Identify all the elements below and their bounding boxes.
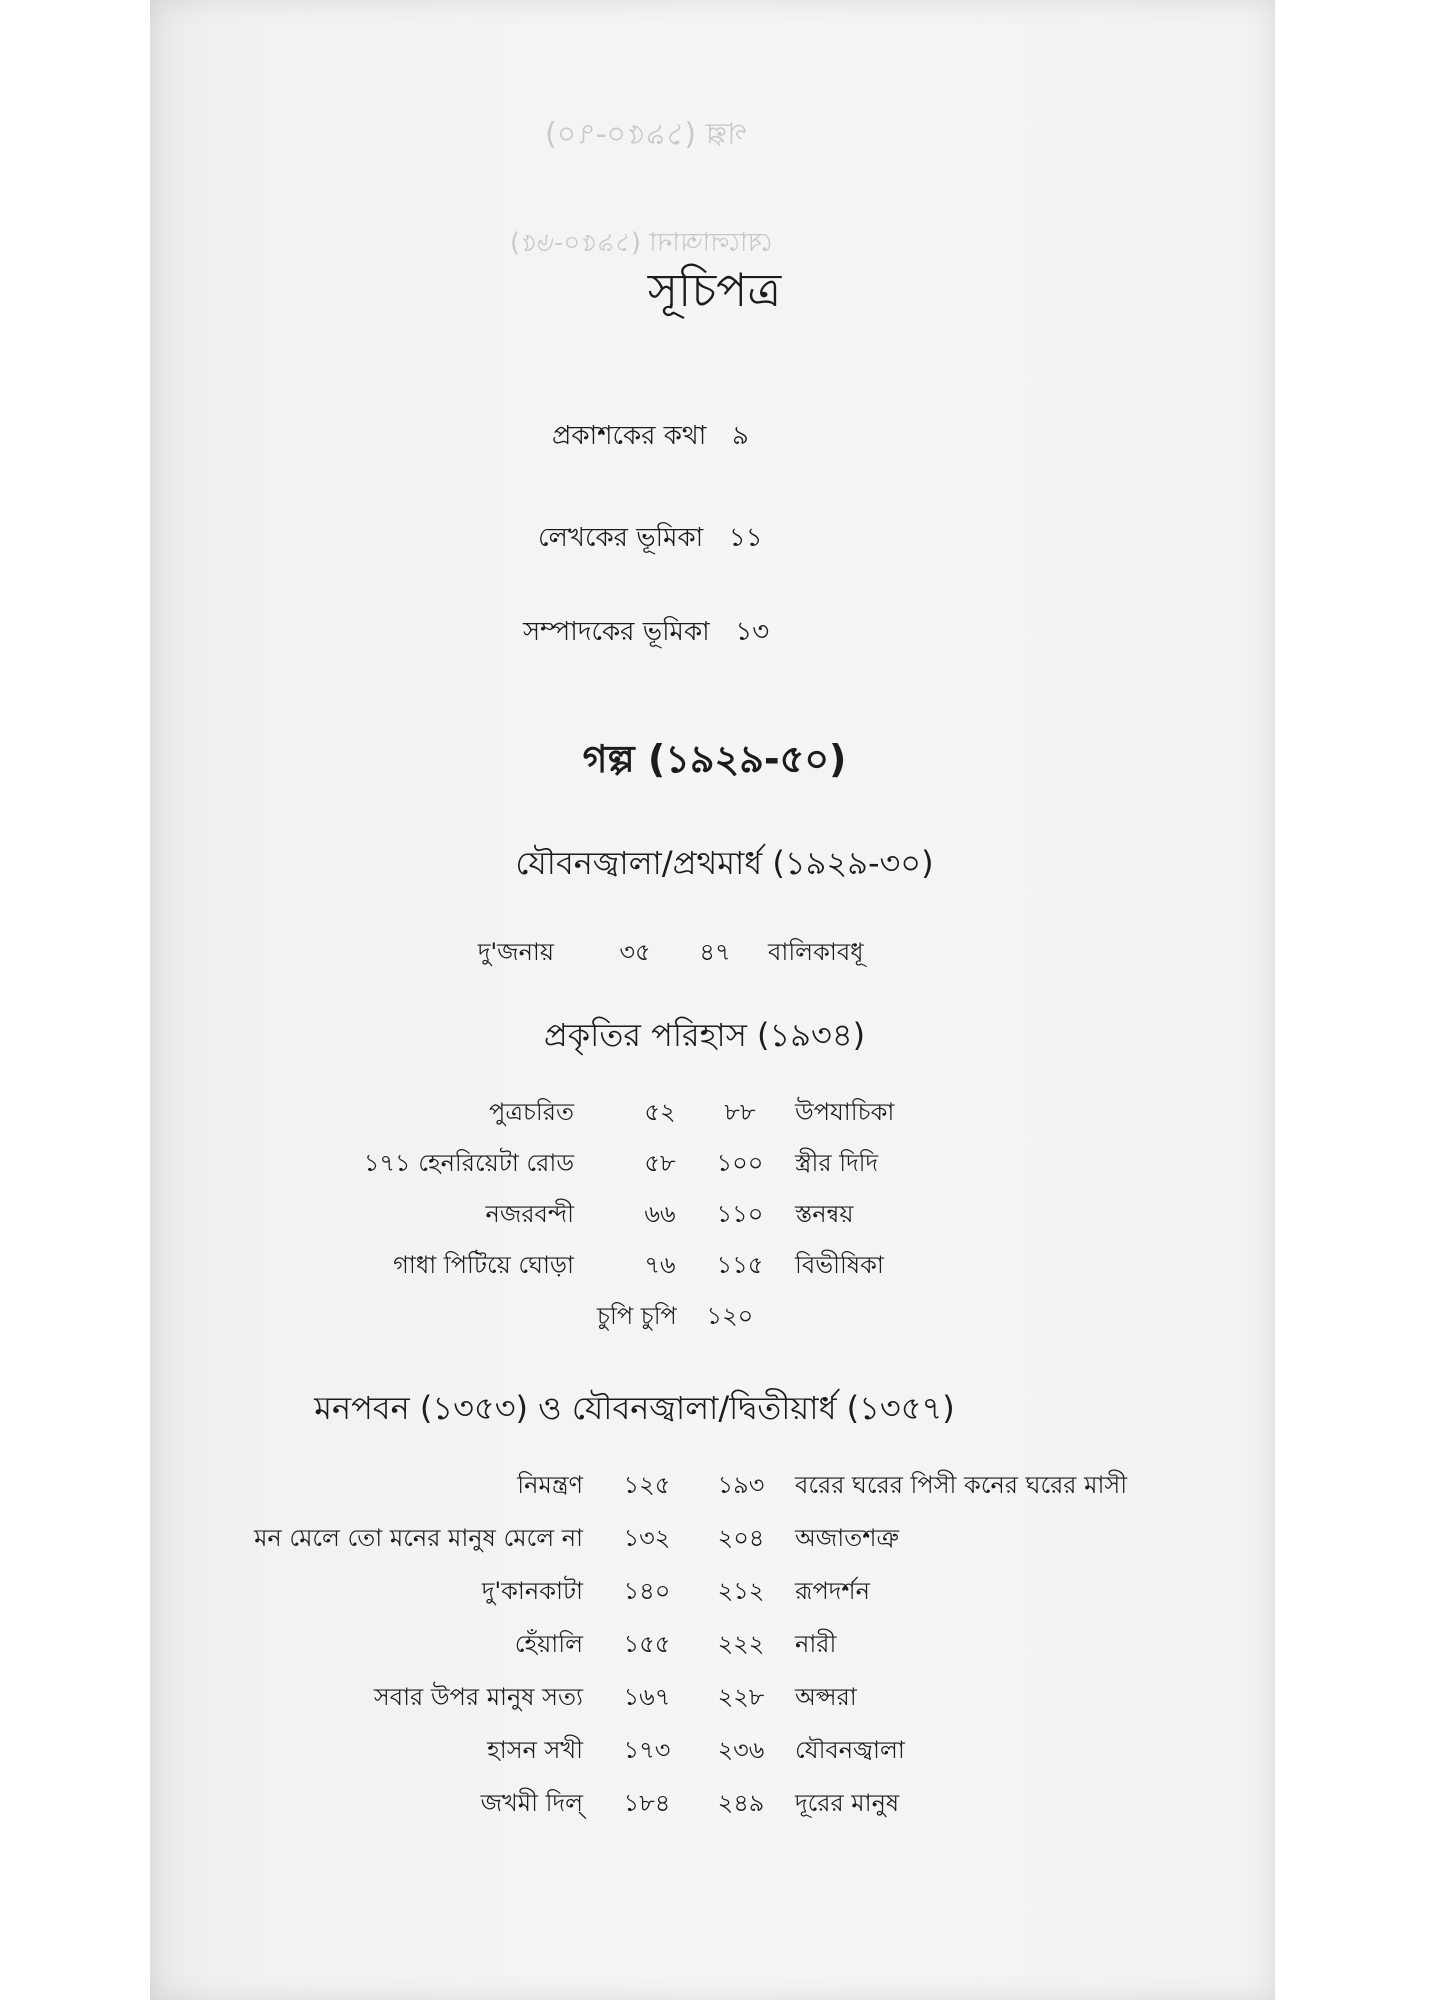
toc-row <box>0 1467 1429 1507</box>
page-number: ১০০ <box>716 1149 764 1177</box>
story-title: বরের ঘরের পিসী কনের ঘরের মাসী <box>795 1471 1128 1499</box>
story-title: সবার উপর মানুষ সত্য <box>373 1683 583 1711</box>
story-title: চুপি চুপি <box>597 1302 677 1330</box>
page-number: ১৬৭ <box>623 1683 671 1711</box>
story-title: উপযাচিকা <box>795 1098 895 1126</box>
page-title: সূচিপত্র <box>647 263 782 317</box>
story-title: যৌবনজ্বালা <box>795 1736 905 1764</box>
story-title: রূপদর্শন <box>795 1577 870 1605</box>
story-title: নিমন্ত্রণ <box>517 1471 583 1499</box>
front-matter-entry: সম্পাদকের ভূমিকা ১৩ <box>523 617 770 647</box>
toc-row <box>0 1679 1429 1719</box>
front-matter-entry: প্রকাশকের কথা ৯ <box>552 421 749 451</box>
page-number: ৬৬ <box>644 1200 676 1228</box>
toc-row <box>0 1247 1429 1287</box>
story-title: নারী <box>795 1630 837 1658</box>
page-number: ২২৮ <box>717 1683 765 1711</box>
toc-row <box>0 934 1429 974</box>
toc-row <box>0 1573 1429 1613</box>
group-heading: প্রকৃতির পরিহাস (১৯৩৪) <box>543 1016 866 1054</box>
toc-row <box>0 1094 1429 1134</box>
toc-row <box>597 1298 753 1338</box>
section-heading: গল্প (১৯২৯-৫০) <box>582 737 847 781</box>
story-title: দু'জনায় <box>477 938 554 966</box>
page-number: ১৮৪ <box>623 1789 671 1817</box>
story-title: বিভীষিকা <box>795 1251 884 1279</box>
page-number: ১১৫ <box>716 1251 764 1279</box>
page-number: ১১০ <box>716 1200 764 1228</box>
group-heading: মনপবন (১৩৫৩) ও যৌবনজ্বালা/দ্বিতীয়ার্ধ (১৩৫৭) <box>314 1389 955 1427</box>
page-number: ১৪০ <box>623 1577 671 1605</box>
toc-row <box>0 1785 1429 1825</box>
group-heading: যৌবনজ্বালা/প্রথমার্ধ (১৯২৯-৩০) <box>515 844 934 882</box>
story-title: হাসন সখী <box>487 1736 583 1764</box>
story-title: স্তনন্বয় <box>795 1200 854 1228</box>
show-through-text: গল্প (১৯৫০-৭০) <box>545 117 747 152</box>
story-title: মন মেলে তো মনের মানুষ মেলে না <box>254 1524 583 1552</box>
story-title: জখমী দিল্ <box>480 1789 583 1817</box>
page-number: ৩৫ <box>619 938 651 966</box>
story-title: বালিকাবধূ <box>768 938 864 966</box>
toc-row <box>0 1145 1429 1185</box>
page-number: ১৭৩ <box>623 1736 671 1764</box>
toc-row <box>0 1196 1429 1236</box>
page-number: ১২৫ <box>623 1471 671 1499</box>
page-number: ২০৪ <box>717 1524 765 1552</box>
page-number: ৮৮ <box>724 1098 756 1126</box>
page-number: ২৪৯ <box>717 1789 765 1817</box>
page-number: ২২২ <box>717 1630 765 1658</box>
toc-row <box>0 1732 1429 1772</box>
story-title: অপ্সরা <box>795 1683 857 1711</box>
front-matter-entry: লেখকের ভূমিকা ১১ <box>538 523 763 553</box>
page-number: ২৩৬ <box>717 1736 765 1764</box>
story-title: অজাতশত্রু <box>795 1524 900 1552</box>
page-number: ১৯৩ <box>717 1471 765 1499</box>
story-title: দু'কানকাটা <box>481 1577 583 1605</box>
page-number: ১২০ <box>706 1302 754 1330</box>
story-title: হেঁয়ালি <box>514 1630 583 1658</box>
story-title: স্ত্রীর দিদি <box>795 1149 879 1177</box>
page-number: ২১২ <box>717 1577 765 1605</box>
story-title: নজরবন্দী <box>485 1200 574 1228</box>
story-title: পুত্রচরিত <box>489 1098 574 1126</box>
show-through-text: ষোলোআনা (১৯৫০-৬৫) <box>510 228 773 258</box>
story-title: দূরের মানুষ <box>795 1789 900 1817</box>
story-title: গাধা পিটিয়ে ঘোড়া <box>393 1251 574 1279</box>
page-number: ১৫৫ <box>623 1630 671 1658</box>
page-number: ৪৭ <box>699 938 731 966</box>
toc-row <box>0 1520 1429 1560</box>
page-number: ৫২ <box>644 1098 676 1126</box>
page-number: ৫৮ <box>644 1149 676 1177</box>
story-title: ১৭১ হেনরিয়েটা রোড <box>363 1149 574 1177</box>
page-number: ১৩২ <box>623 1524 671 1552</box>
page-number: ৭৬ <box>644 1251 676 1279</box>
toc-row <box>0 1626 1429 1666</box>
